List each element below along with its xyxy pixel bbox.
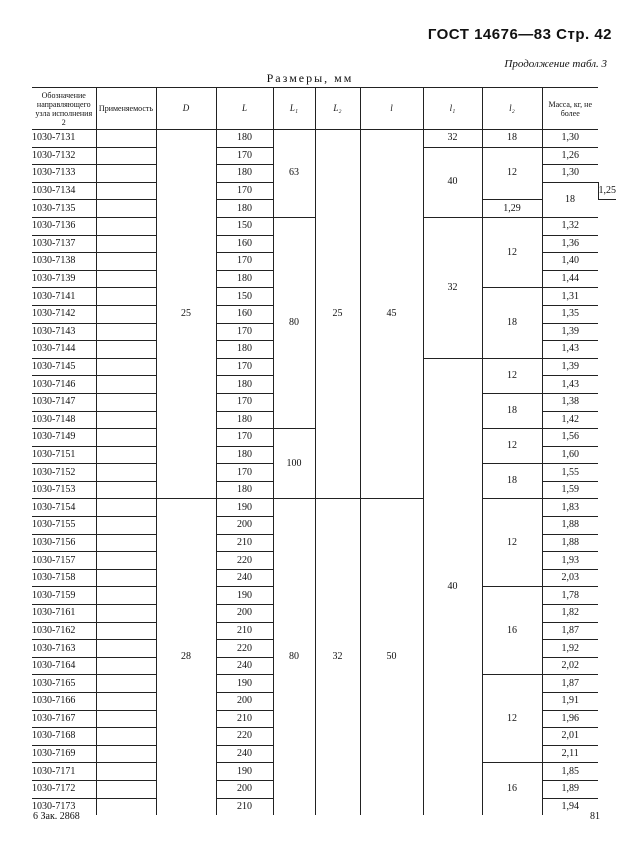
mass-cell: 1,82 [542,605,598,623]
L-cell: 160 [216,305,273,323]
l1-cell: 40 [423,358,482,815]
L1-cell: 80 [273,499,315,815]
mass-cell: 2,03 [542,569,598,587]
usage-cell [96,200,156,218]
usage-cell [96,481,156,499]
usage-cell [96,587,156,605]
L-cell: 190 [216,587,273,605]
mass-cell: 1,44 [542,270,598,288]
mass-cell: 1,89 [542,780,598,798]
designation-cell: 1030-7134 [32,182,96,200]
L-cell: 170 [216,253,273,271]
mass-cell: 1,31 [542,288,598,306]
mass-cell: 1,92 [542,640,598,658]
mass-cell: 1,85 [542,763,598,781]
mass-cell: 1,42 [542,411,598,429]
mass-cell: 1,38 [542,393,598,411]
L-cell: 180 [216,446,273,464]
usage-cell [96,499,156,517]
mass-cell: 2,11 [542,745,598,763]
l2-cell: 12 [482,217,542,287]
mass-cell: 1,78 [542,587,598,605]
mass-cell: 1,59 [542,481,598,499]
l2-cell: 12 [482,358,542,393]
L-cell: 190 [216,675,273,693]
L-cell: 170 [216,429,273,447]
col-L2: L₂ [315,88,360,130]
usage-cell [96,235,156,253]
usage-cell [96,693,156,711]
L-cell: 170 [216,358,273,376]
mass-cell: 1,26 [542,147,598,165]
mass-cell: 1,55 [542,464,598,482]
mass-cell: 1,96 [542,710,598,728]
designation-cell: 1030-7161 [32,605,96,623]
L-cell: 210 [216,534,273,552]
L-cell: 170 [216,464,273,482]
col-l1: l₁ [423,88,482,130]
designation-cell: 1030-7157 [32,552,96,570]
mass-cell: 1,29 [482,200,542,218]
L-cell: 180 [216,481,273,499]
usage-cell [96,622,156,640]
L-cell: 240 [216,657,273,675]
col-l: l [360,88,423,130]
L-cell: 200 [216,517,273,535]
usage-cell [96,358,156,376]
designation-cell: 1030-7156 [32,534,96,552]
designation-cell: 1030-7168 [32,728,96,746]
l-cell: 50 [360,499,423,815]
designation-cell: 1030-7143 [32,323,96,341]
usage-cell [96,517,156,535]
col-L: L [216,88,273,130]
usage-cell [96,446,156,464]
designation-cell: 1030-7145 [32,358,96,376]
L1-cell: 80 [273,217,315,428]
designation-cell: 1030-7133 [32,165,96,183]
mass-cell: 1,60 [542,446,598,464]
L-cell: 180 [216,200,273,218]
l2-cell: 16 [482,587,542,675]
mass-cell: 1,40 [542,253,598,271]
L-cell: 180 [216,411,273,429]
usage-cell [96,323,156,341]
designation-cell: 1030-7165 [32,675,96,693]
mass-cell: 1,39 [542,323,598,341]
designation-cell: 1030-7139 [32,270,96,288]
footer-left: 6 Зак. 2868 [33,811,80,822]
L-cell: 150 [216,217,273,235]
usage-cell [96,393,156,411]
L-cell: 190 [216,763,273,781]
L2-cell: 25 [315,130,360,499]
col-mass: Масса, кг, не более [542,88,598,130]
designation-cell: 1030-7164 [32,657,96,675]
designation-cell: 1030-7135 [32,200,96,218]
designation-cell: 1030-7167 [32,710,96,728]
col-usage: Применяемость [96,88,156,130]
l2-cell: 18 [482,288,542,358]
table-continuation: Продолжение табл. 3 [504,58,607,70]
col-D: D [156,88,216,130]
L-cell: 170 [216,393,273,411]
l2-cell: 12 [482,675,542,763]
l2-cell: 18 [542,182,598,217]
sizes-label: Размеры, мм [266,71,354,85]
designation-cell: 1030-7155 [32,517,96,535]
l2-cell: 12 [482,429,542,464]
mass-cell: 1,30 [542,130,598,148]
usage-cell [96,464,156,482]
L-cell: 240 [216,569,273,587]
designation-cell: 1030-7144 [32,341,96,359]
usage-cell [96,605,156,623]
l2-cell: 18 [482,130,542,148]
D-cell: 25 [156,130,216,499]
L-cell: 200 [216,780,273,798]
designation-cell: 1030-7146 [32,376,96,394]
L1-cell: 63 [273,130,315,218]
usage-cell [96,763,156,781]
L-cell: 170 [216,182,273,200]
usage-cell [96,341,156,359]
mass-cell: 2,01 [542,728,598,746]
designation-cell: 1030-7137 [32,235,96,253]
page-header: ГОСТ 14676—83 Стр. 42 [427,26,612,43]
L-cell: 180 [216,341,273,359]
usage-cell [96,798,156,815]
designation-cell: 1030-7138 [32,253,96,271]
mass-cell: 1,56 [542,429,598,447]
usage-cell [96,165,156,183]
usage-cell [96,675,156,693]
table-row [32,499,616,517]
usage-cell [96,780,156,798]
designation-cell: 1030-7171 [32,763,96,781]
L-cell: 150 [216,288,273,306]
page-number: 81 [590,811,600,822]
L-cell: 190 [216,499,273,517]
designation-cell: 1030-7142 [32,305,96,323]
L-cell: 180 [216,270,273,288]
l1-cell: 40 [423,147,482,217]
designation-cell: 1030-7158 [32,569,96,587]
usage-cell [96,710,156,728]
L-cell: 180 [216,165,273,183]
designation-cell: 1030-7148 [32,411,96,429]
designation-cell: 1030-7169 [32,745,96,763]
designation-cell: 1030-7172 [32,780,96,798]
usage-cell [96,305,156,323]
L-cell: 160 [216,235,273,253]
L-cell: 240 [216,745,273,763]
designation-cell: 1030-7166 [32,693,96,711]
designation-cell: 1030-7131 [32,130,96,148]
L-cell: 210 [216,622,273,640]
designation-cell: 1030-7149 [32,429,96,447]
usage-cell [96,569,156,587]
designation-cell: 1030-7154 [32,499,96,517]
usage-cell [96,217,156,235]
usage-cell [96,745,156,763]
mass-cell: 2,02 [542,657,598,675]
usage-cell [96,640,156,658]
mass-cell: 1,35 [542,305,598,323]
designation-cell: 1030-7141 [32,288,96,306]
mass-cell: 1,39 [542,358,598,376]
L1-cell: 100 [273,429,315,499]
L-cell: 210 [216,710,273,728]
l1-cell: 32 [423,217,482,358]
designation-cell: 1030-7151 [32,446,96,464]
usage-cell [96,429,156,447]
col-l2: l₂ [482,88,542,130]
L-cell: 220 [216,640,273,658]
usage-cell [96,130,156,148]
l2-cell: 12 [482,499,542,587]
usage-cell [96,270,156,288]
mass-cell: 1,30 [542,165,598,183]
col-L1: L₁ [273,88,315,130]
D-cell: 28 [156,499,216,815]
mass-cell: 1,83 [542,499,598,517]
l2-cell: 18 [482,393,542,428]
mass-cell: 1,25 [598,182,616,200]
designation-cell: 1030-7162 [32,622,96,640]
usage-cell [96,288,156,306]
designation-cell: 1030-7173 [32,800,76,812]
usage-cell [96,253,156,271]
l-cell: 45 [360,130,423,499]
L-cell: 220 [216,552,273,570]
L-cell: 210 [216,798,273,815]
usage-cell [96,147,156,165]
designation-cell: 1030-7147 [32,393,96,411]
mass-cell: 1,94 [542,798,598,815]
designation-cell: 1030-7153 [32,481,96,499]
usage-cell [96,728,156,746]
L-cell: 200 [216,693,273,711]
usage-cell [96,534,156,552]
L-cell: 170 [216,323,273,341]
mass-cell: 1,87 [542,675,598,693]
designation-cell: 1030-7159 [32,587,96,605]
L-cell: 220 [216,728,273,746]
designation-cell: 1030-7163 [32,640,96,658]
mass-cell: 1,88 [542,534,598,552]
L-cell: 170 [216,147,273,165]
mass-cell: 1,88 [542,517,598,535]
l2-cell: 16 [482,763,542,815]
mass-cell: 1,93 [542,552,598,570]
designation-cell: 1030-7132 [32,147,96,165]
usage-cell [96,376,156,394]
mass-cell: 1,91 [542,693,598,711]
mass-cell: 1,36 [542,235,598,253]
mass-cell: 1,32 [542,217,598,235]
table-body [32,130,616,816]
table-row [32,130,616,148]
designation-cell: 1030-7152 [32,464,96,482]
l2-cell: 18 [482,464,542,499]
usage-cell [96,411,156,429]
L-cell: 180 [216,130,273,148]
col-designation: Обозначение направляющего узла исполнения 2 [32,88,96,130]
mass-cell: 1,43 [542,341,598,359]
l2-cell: 12 [482,147,542,200]
designation-cell: 1030-7136 [32,217,96,235]
usage-cell [96,182,156,200]
dimensions-table [32,87,616,815]
L2-cell: 32 [315,499,360,815]
mass-cell: 1,43 [542,376,598,394]
usage-cell [96,552,156,570]
mass-cell: 1,87 [542,622,598,640]
l1-cell: 32 [423,130,482,148]
usage-cell [96,657,156,675]
L-cell: 180 [216,376,273,394]
L-cell: 200 [216,605,273,623]
